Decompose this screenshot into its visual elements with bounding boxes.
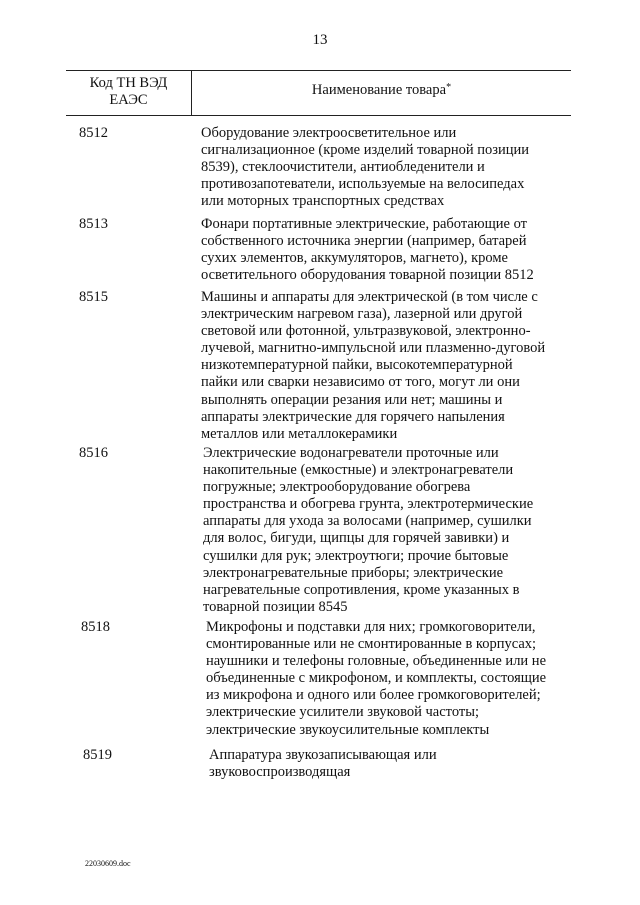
- row-line: Фонари портативные электрические, работающие от: [201, 216, 527, 232]
- header-code-column: [66, 75, 191, 109]
- row-code: 8518: [81, 619, 110, 635]
- row-line: Электрические водонагреватели проточные или: [203, 445, 499, 461]
- row-description: [203, 445, 533, 616]
- row-line: аппараты для ухода за волосами (например, сушилки: [203, 513, 532, 530]
- row-description: [201, 125, 529, 210]
- row-line: сушилки для рук; электроутюги; прочие бытовые: [203, 547, 509, 564]
- header-code-line2: ЕАЭС: [109, 92, 148, 108]
- row-line: накопительные (емкостные) и электронагреватели: [203, 462, 514, 479]
- page-number: 13: [312, 32, 328, 48]
- row-line: пространства и обогрева грунта, электротермические: [203, 496, 534, 513]
- row-code: 8519: [83, 747, 112, 763]
- row-code: 8516: [79, 445, 108, 461]
- row-line: низкотемпературной пайки, высокотемпературной: [201, 357, 513, 374]
- row-line: сухих элементов, аккумуляторов, магнето), кроме: [201, 250, 508, 267]
- row-line: пайки или сварки независимо от того, могут ли они: [201, 374, 520, 391]
- row-description: [209, 747, 437, 781]
- row-line: электрические звукоусилительные комплекты: [206, 721, 490, 738]
- table-header: [66, 70, 571, 116]
- header-name-column: [192, 82, 571, 100]
- row-line: аппараты электрические для горячего напыления: [201, 408, 505, 425]
- row-description: [201, 289, 545, 443]
- row-line: собственного источника энергии (например, батарей: [201, 233, 527, 250]
- row-line: электрическим нагревом газа), лазерной или другой: [201, 306, 523, 323]
- row-line: смонтированные или не смонтированные в корпусах;: [206, 636, 537, 653]
- row-code: 8515: [79, 289, 108, 305]
- row-line: Машины и аппараты для электрической (в том числе с: [201, 289, 538, 305]
- row-line: лучевой, магнитно-импульсной или плазменно-дуговой: [201, 340, 546, 357]
- row-line: из микрофона и одного или более громкоговорителей;: [206, 687, 541, 704]
- row-line: электронагревательные приборы; электрические: [203, 564, 504, 581]
- row-line: световой или фотонной, ультразвуковой, электронно-: [201, 323, 531, 340]
- footnote-mark: *: [446, 82, 452, 93]
- row-line: объединенные с микрофоном, и комплекты, состоящие: [206, 670, 547, 687]
- row-line: 8539), стеклоочистители, антиобледенители и: [201, 159, 485, 176]
- row-line: электрические усилители звуковой частоты;: [206, 704, 479, 721]
- row-line: Аппаратура звукозаписывающая или: [209, 747, 437, 763]
- row-line: Микрофоны и подставки для них; громкоговорители,: [206, 619, 536, 635]
- row-line: товарной позиции 8545: [203, 598, 348, 615]
- row-line: Оборудование электроосветительное или: [201, 125, 457, 141]
- row-line: металлов или металлокерамики: [201, 425, 398, 442]
- row-line: осветительного оборудования товарной позиции 8512: [201, 267, 534, 284]
- row-line: или моторных транспортных средствах: [201, 193, 445, 210]
- row-line: погружные; электрооборудование обогрева: [203, 479, 471, 496]
- row-line: звуковоспроизводящая: [209, 764, 351, 781]
- row-line: сигнализационное (кроме изделий товарной позиции: [201, 142, 530, 159]
- header-code-line1: Код ТН ВЭД: [89, 75, 168, 91]
- row-line: выполнять операции резания или нет; машины и: [201, 391, 503, 408]
- row-line: нагревательные сопротивления, кроме указанных в: [203, 581, 520, 598]
- row-line: для волос, бигуди, щипцы для горячей завивки) и: [203, 530, 510, 547]
- row-code: 8512: [79, 125, 108, 141]
- row-code: 8513: [79, 216, 108, 232]
- row-line: наушники и телефоны головные, объединенные или не: [206, 653, 547, 670]
- row-line: противозапотеватели, используемые на велосипедах: [201, 176, 525, 193]
- row-description: [201, 216, 534, 284]
- row-description: [206, 619, 546, 739]
- header-name-label: Наименование товара: [311, 82, 447, 98]
- footer-filename: 22030609.doc: [85, 859, 131, 868]
